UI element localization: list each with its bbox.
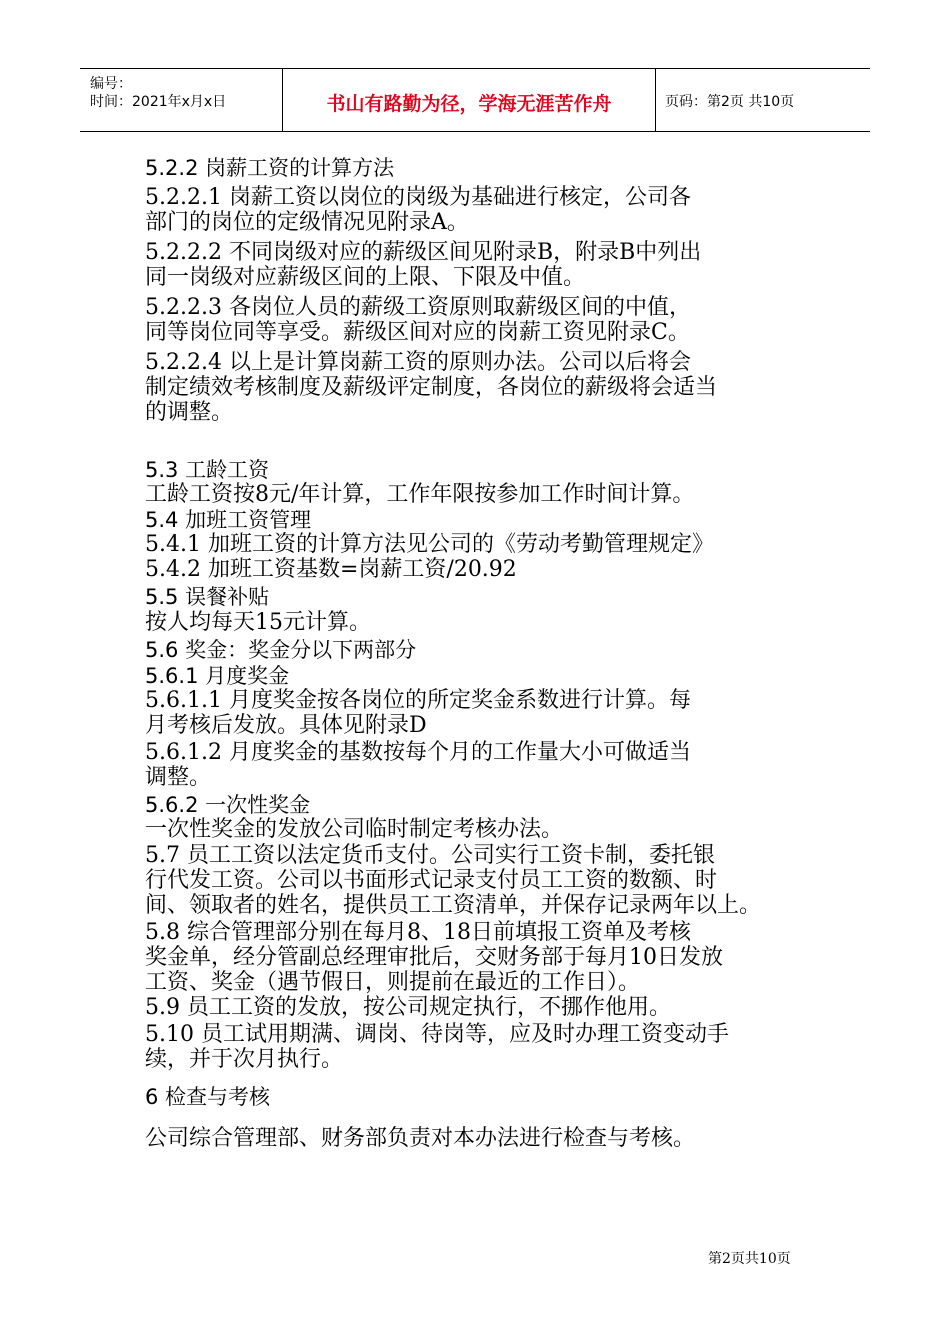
- paragraph-line: 月考核后发放。具体见附录D: [145, 713, 427, 738]
- paragraph-line: 奖金单，经分管副总经理审批后，交财务部于每月10日发放: [145, 945, 723, 970]
- document-date: 时间：2021年x月x日: [90, 94, 227, 110]
- paragraph-line: 同等岗位同等享受。薪级区间对应的岗薪工资见附录C。: [145, 320, 690, 345]
- paragraph-line: 5.2.2.2 不同岗级对应的薪级区间见附录B，附录B中列出: [145, 240, 702, 265]
- header-meta-cell: [80, 69, 282, 131]
- paragraph-line: 间、领取者的姓名，提供员工工资清单，并保存记录两年以上。: [145, 893, 762, 918]
- header-page-cell: [655, 69, 870, 131]
- paragraph-line: 续，并于次月执行。: [145, 1047, 344, 1072]
- section-heading: 5.4 加班工资管理: [145, 508, 312, 532]
- paragraph-line: 部门的岗位的定级情况见附录A。: [145, 210, 469, 235]
- paragraph-line: 行代发工资。公司以书面形式记录支付员工工资的数额、时: [145, 868, 718, 893]
- header-page-number: 页码：第2页 共10页: [665, 94, 795, 110]
- paragraph-line: 5.2.2.1 岗薪工资以岗位的岗级为基础进行核定，公司各: [145, 185, 691, 210]
- paragraph-line: 5.4.2 加班工资基数=岗薪工资/20.92: [145, 557, 517, 582]
- section-heading: 5.6.1 月度奖金: [145, 664, 290, 688]
- paragraph-line: 一次性奖金的发放公司临时制定考核办法。: [145, 817, 564, 842]
- paragraph-line: 5.6.1.2 月度奖金的基数按每个月的工作量大小可做适当: [145, 740, 691, 765]
- paragraph-line: 的调整。: [145, 400, 234, 425]
- paragraph-line: 同一岗级对应薪级区间的上限、下限及中值。: [145, 265, 586, 290]
- section-heading: 5.2.2 岗薪工资的计算方法: [145, 156, 395, 180]
- section-heading: 5.6 奖金：奖金分以下两部分: [145, 638, 417, 662]
- paragraph-line: 5.4.1 加班工资的计算方法见公司的《劳动考勤管理规定》: [145, 532, 714, 557]
- header-motto: 书山有路勤为径，学海无涯苦作舟: [326, 93, 612, 115]
- paragraph-line: 调整。: [145, 765, 212, 790]
- document-number-label: 编号：: [90, 76, 132, 92]
- paragraph-line: 制定绩效考核制度及薪级评定制度，各岗位的薪级将会适当: [145, 375, 718, 400]
- section-heading: 5.5 误餐补贴: [145, 585, 270, 609]
- paragraph-line: 5.2.2.4 以上是计算岗薪工资的原则办法。公司以后将会: [145, 350, 691, 375]
- paragraph-line: 按人均每天15元计算。: [145, 610, 371, 635]
- paragraph-line: 公司综合管理部、财务部负责对本办法进行检查与考核。: [145, 1126, 696, 1151]
- page-header: [80, 68, 870, 132]
- section-heading: 5.6.2 一次性奖金: [145, 793, 311, 817]
- header-motto-cell: [282, 69, 656, 131]
- paragraph-line: 5.2.2.3 各岗位人员的薪级工资原则取薪级区间的中值，: [145, 295, 691, 320]
- paragraph-line: 5.8 综合管理部分别在每月8、18日前填报工资单及考核: [145, 920, 691, 945]
- paragraph-line: 5.6.1.1 月度奖金按各岗位的所定奖金系数进行计算。每: [145, 688, 691, 713]
- paragraph-line: 5.7 员工工资以法定货币支付。公司实行工资卡制，委托银: [145, 843, 715, 868]
- paragraph-line: 5.9 员工工资的发放，按公司规定执行，不挪作他用。: [145, 995, 671, 1020]
- paragraph-line: 5.10 员工试用期满、调岗、待岗等，应及时办理工资变动手: [145, 1022, 729, 1047]
- page-footer: 第2页共10页: [708, 1251, 791, 1267]
- section-heading: 6 检查与考核: [145, 1085, 271, 1109]
- paragraph-line: 工资、奖金（遇节假日，则提前在最近的工作日）。: [145, 970, 641, 995]
- paragraph-line: 工龄工资按8元/年计算，工作年限按参加工作时间计算。: [145, 482, 695, 507]
- section-heading: 5.3 工龄工资: [145, 458, 270, 482]
